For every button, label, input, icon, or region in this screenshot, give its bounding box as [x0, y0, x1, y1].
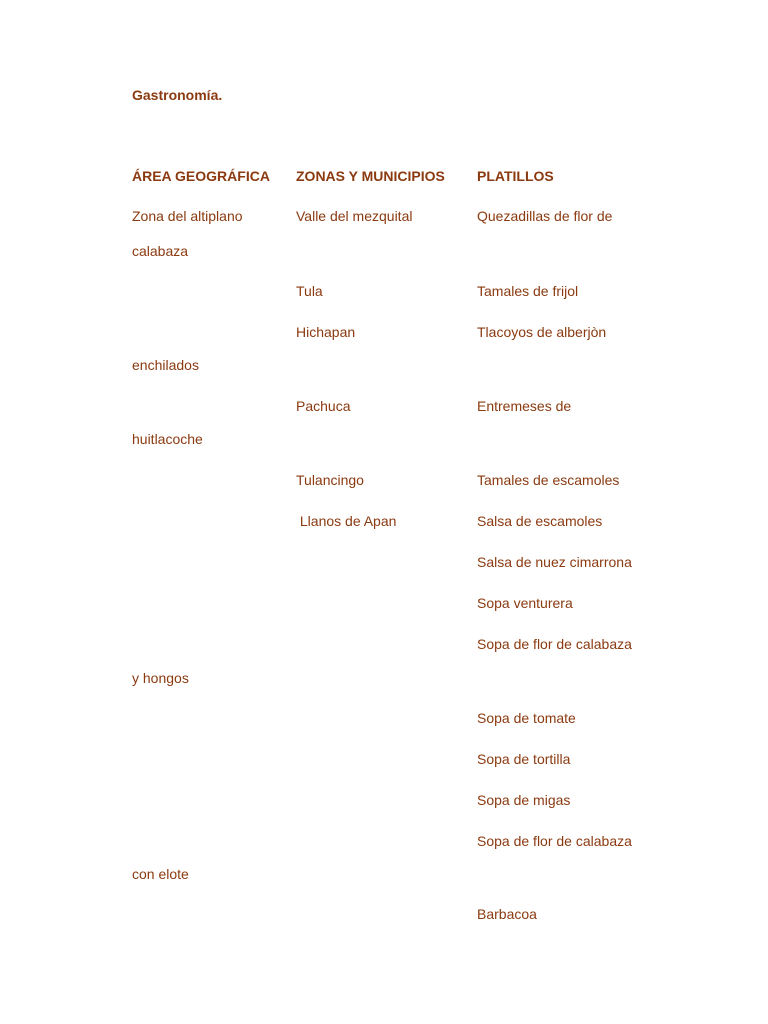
platillo-cell: Tamales de frijol [477, 283, 579, 299]
platillo-cell: Sopa de flor de calabaza [477, 833, 632, 849]
header-area-geografica: ÁREA GEOGRÁFICA [132, 168, 270, 184]
platillo-cell: Tamales de escamoles [477, 472, 620, 488]
platillo-cell: Salsa de nuez cimarrona [477, 554, 632, 570]
platillo-wrap: con elote [132, 866, 189, 882]
platillo-cell: Sopa de tortilla [477, 751, 571, 767]
platillo-cell: Quezadillas de flor de [477, 208, 613, 224]
platillo-cell: Salsa de escamoles [477, 513, 603, 529]
zona-cell: Valle del mezquital [296, 208, 413, 224]
platillo-cell: Sopa de tomate [477, 710, 576, 726]
header-zonas-municipios: ZONAS Y MUNICIPIOS [296, 168, 445, 184]
area-cell: Zona del altiplano [132, 208, 243, 224]
header-platillos: PLATILLOS [477, 168, 554, 184]
platillo-cell: Sopa de migas [477, 792, 571, 808]
platillo-cell: Tlacoyos de alberjòn [477, 324, 607, 340]
zona-cell: Tula [296, 283, 323, 299]
platillo-cell: Sopa de flor de calabaza [477, 636, 632, 652]
zona-cell: Pachuca [296, 398, 351, 414]
platillo-wrap: enchilados [132, 357, 199, 373]
platillo-wrap: huitlacoche [132, 431, 203, 447]
platillo-cell: Entremeses de [477, 398, 572, 414]
page-title: Gastronomía. [132, 87, 223, 103]
platillo-cell: Barbacoa [477, 906, 537, 922]
zona-cell: Llanos de Apan [296, 513, 397, 529]
platillo-wrap: calabaza [132, 243, 189, 259]
zona-cell: Hichapan [296, 324, 356, 340]
zona-cell: Tulancingo [296, 472, 364, 488]
platillo-wrap: y hongos [132, 670, 189, 686]
platillo-cell: Sopa venturera [477, 595, 573, 611]
